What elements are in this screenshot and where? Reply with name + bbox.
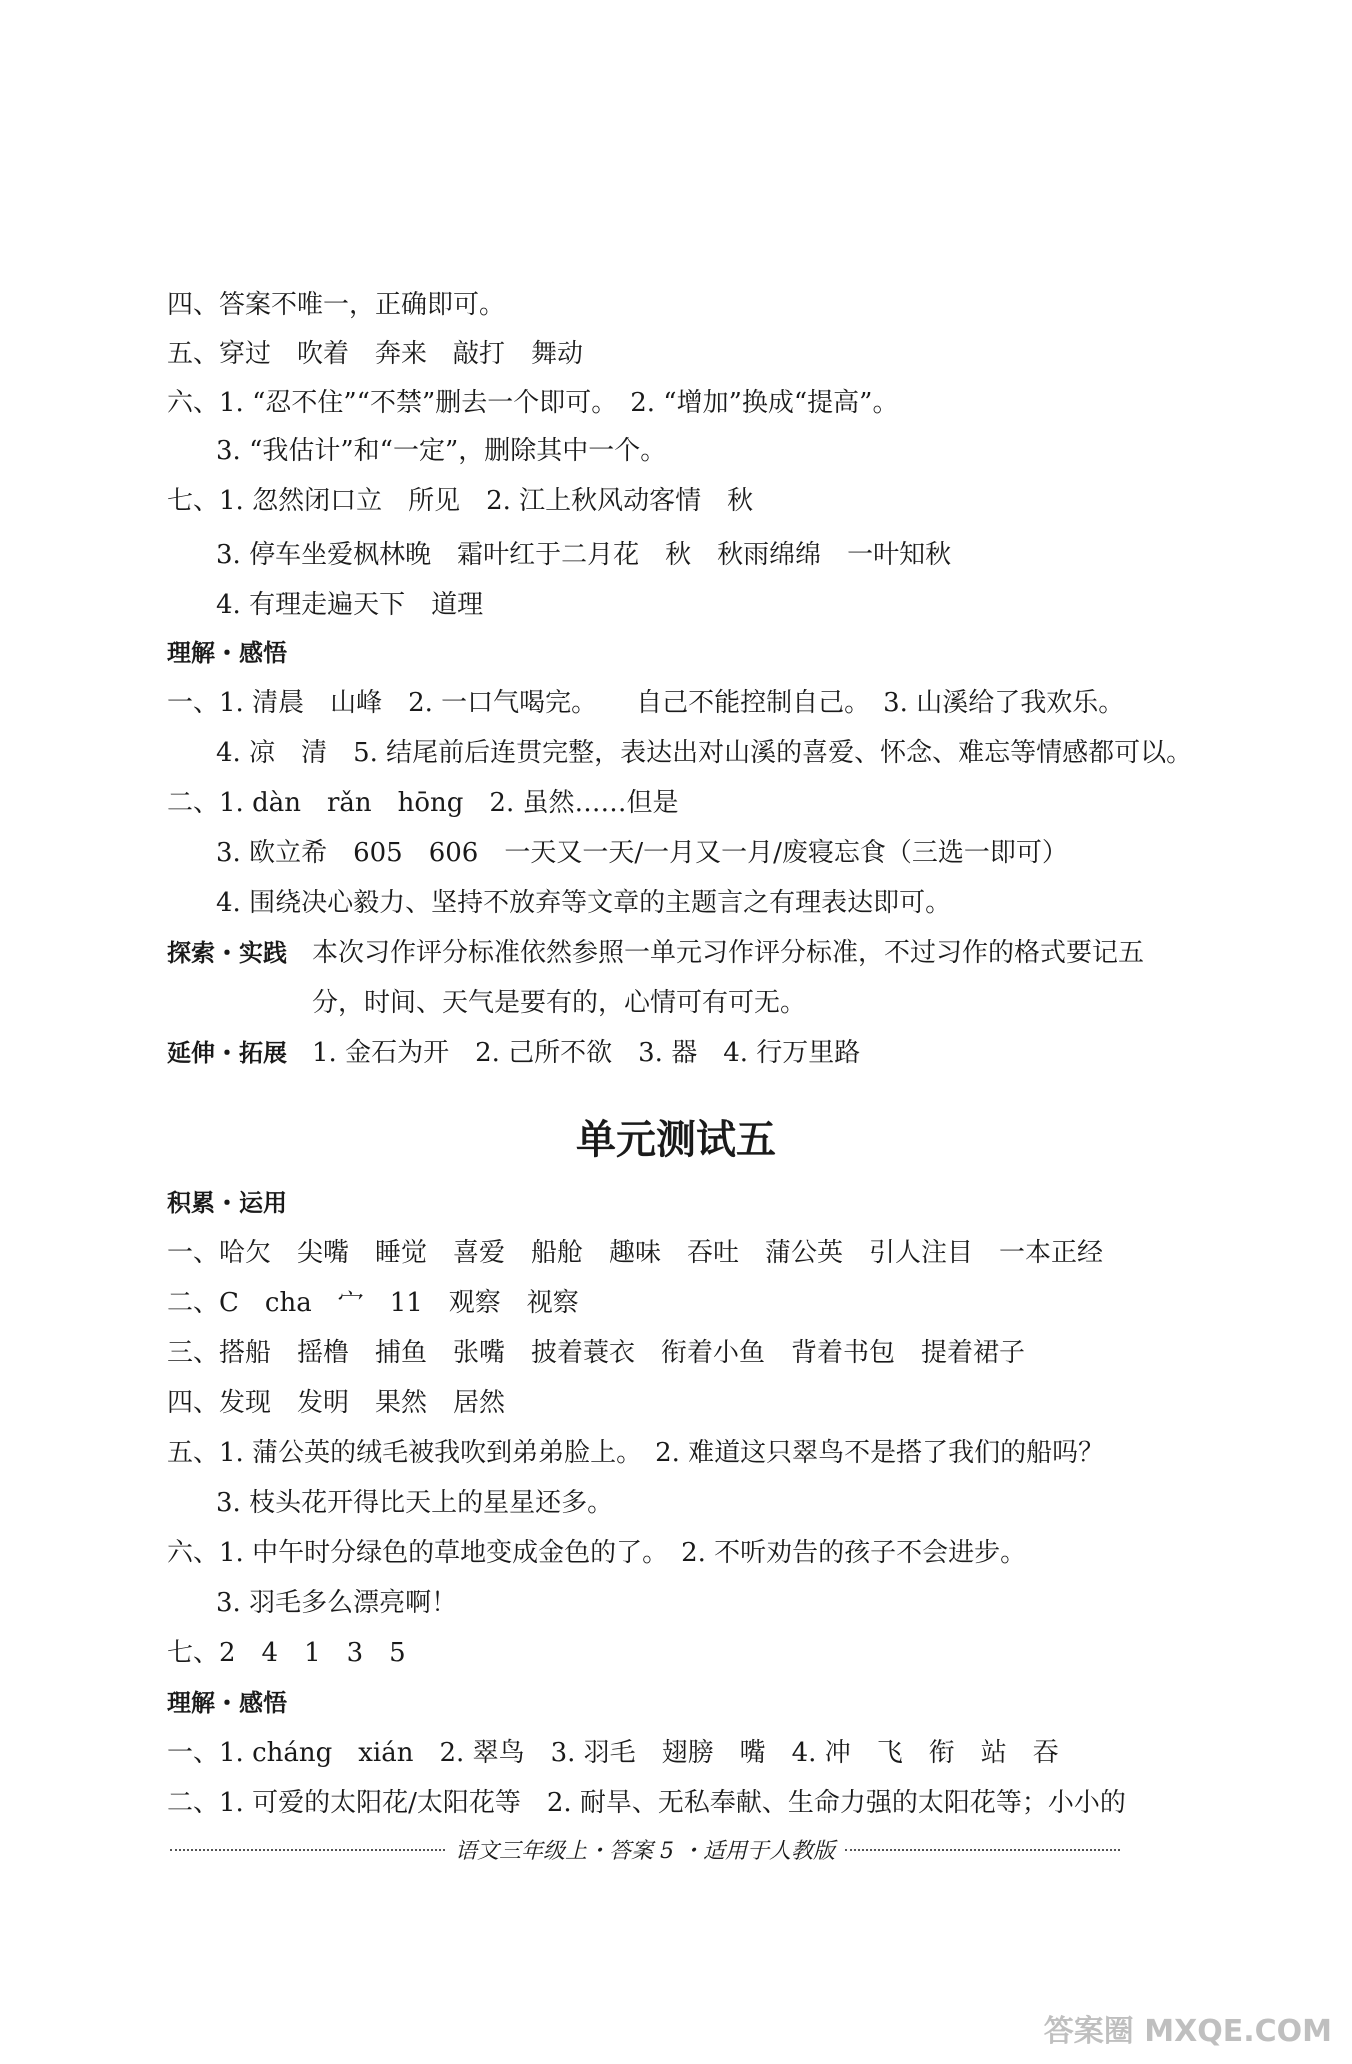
answer-line: 3. “我估计”和“一定”，删除其中一个。 [216, 436, 667, 466]
footer-divider [845, 1849, 1120, 1851]
answer-line: 3. 停车坐爱枫林晚 霜叶红于二月花 秋 秋雨绵绵 一叶知秋 [216, 540, 952, 570]
answer-line: 五、穿过 吹着 奔来 敲打 舞动 [167, 339, 584, 369]
section-heading: 理解・感悟 [167, 639, 287, 667]
answer-line: 4. 凉 清 5. 结尾前后连贯完整，表达出对山溪的喜爱、怀念、难忘等情感都可以。 [216, 738, 1193, 768]
answer-line: 四、发现 发明 果然 居然 [167, 1388, 506, 1418]
section-heading: 理解・感悟 [167, 1689, 287, 1717]
answer-line: 分，时间、天气是要有的，心情可有可无。 [312, 988, 807, 1018]
answer-line: 3. 羽毛多么漂亮啊！ [216, 1588, 458, 1618]
answer-line: 四、答案不唯一，正确即可。 [167, 290, 506, 320]
page-title: 单元测试五 [576, 1117, 776, 1163]
answer-line: 一、1. 清晨 山峰 2. 一口气喝完。 自己不能控制自己。 3. 山溪给了我欢乐。 [167, 688, 1125, 718]
answer-line: 六、1. 中午时分绿色的草地变成金色的了。 2. 不听劝告的孩子不会进步。 [167, 1538, 1027, 1568]
answer-line: 二、C cha 宀 11 观察 视察 [167, 1288, 579, 1318]
footer-divider [170, 1849, 445, 1851]
answer-line: 一、1. cháng xián 2. 翠鸟 3. 羽毛 翅膀 嘴 4. 冲 飞 衔 站 吞 [167, 1738, 1059, 1768]
answer-line: 4. 围绕决心毅力、坚持不放弃等文章的主题言之有理表达即可。 [216, 888, 952, 918]
answer-line: 七、2 4 1 3 5 [167, 1638, 406, 1668]
answer-line: 3. 枝头花开得比天上的星星还多。 [216, 1488, 614, 1518]
page-footer [160, 1834, 1130, 1865]
answer-line: 五、1. 蒲公英的绒毛被我吹到弟弟脸上。 2. 难道这只翠鸟不是搭了我们的船吗？ [167, 1438, 1105, 1468]
answer-line: 一、哈欠 尖嘴 睡觉 喜爱 船舱 趣味 吞吐 蒲公英 引人注目 一本正经 [167, 1238, 1104, 1268]
answer-line: 六、1. “忍不住”“不禁”删去一个即可。 2. “增加”换成“提高”。 [167, 388, 899, 418]
watermark: 答案圈 MXQE.COM [1043, 2014, 1332, 2049]
footer-text: 语文三年级上・答案 5 ・适用于人教版 [455, 1839, 835, 1864]
answer-line: 1. 金石为开 2. 己所不欲 3. 器 4. 行万里路 [312, 1038, 861, 1068]
section-heading: 积累・运用 [167, 1189, 287, 1217]
answer-line: 三、搭船 摇橹 捕鱼 张嘴 披着蓑衣 衔着小鱼 背着书包 提着裙子 [167, 1338, 1026, 1368]
answer-line: 本次习作评分标准依然参照一单元习作评分标准，不过习作的格式要记五 [312, 938, 1145, 968]
section-heading: 延伸・拓展 [167, 1039, 287, 1067]
answer-line: 3. 欧立希 605 606 一天又一天/一月又一月/废寝忘食（三选一即可） [216, 838, 1068, 868]
answer-line: 七、1. 忽然闭口立 所见 2. 江上秋风动客情 秋 [167, 486, 754, 516]
answer-line: 二、1. dàn rǎn hōng 2. 虽然……但是 [167, 788, 679, 818]
answer-line: 4. 有理走遍天下 道理 [216, 590, 484, 620]
answer-line: 二、1. 可爱的太阳花/太阳花等 2. 耐旱、无私奉献、生命力强的太阳花等；小小的 [167, 1788, 1126, 1818]
section-heading: 探索・实践 [167, 939, 287, 967]
